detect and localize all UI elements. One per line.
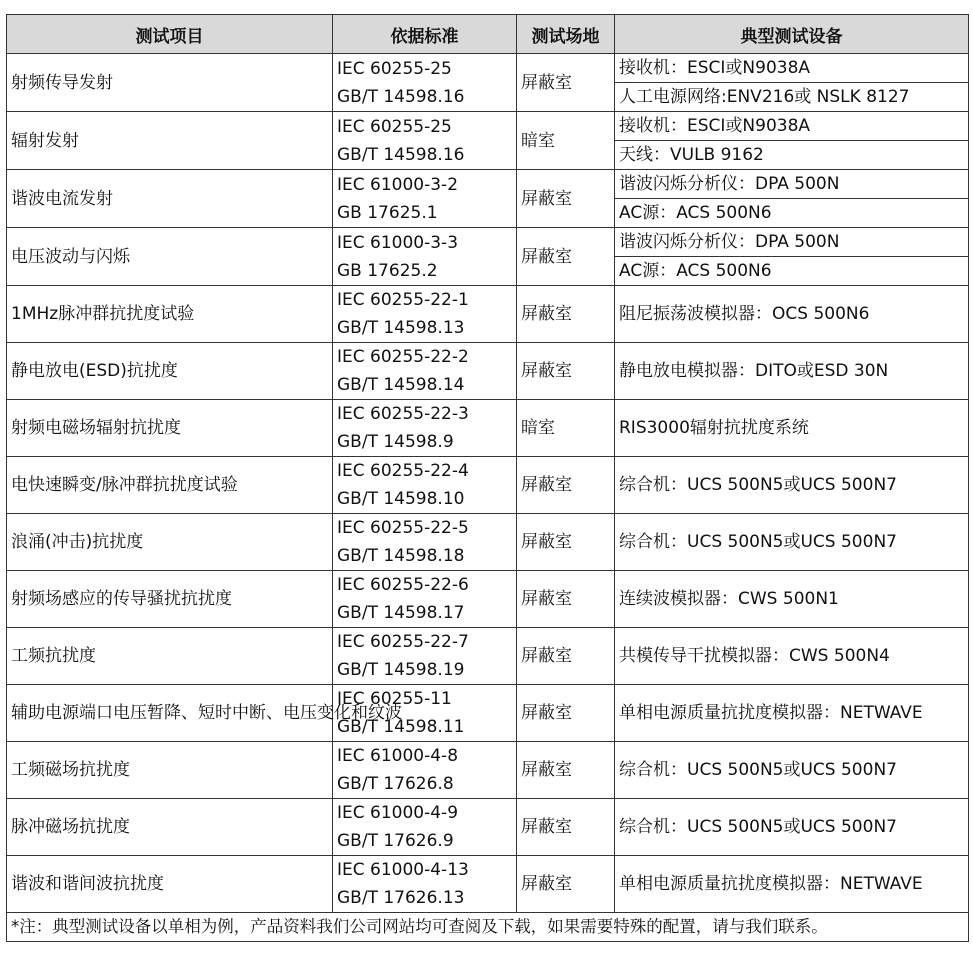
table-row [7,112,969,141]
site-cell: 屏蔽室 [517,514,615,571]
standard-gb: GB/T 14598.16 [337,86,465,107]
standard-cell [333,799,517,856]
site-cell: 屏蔽室 [517,856,615,913]
standard-gb: GB/T 14598.18 [337,546,465,566]
equipment-cell: 接收机：ESCI或N9038A [615,54,969,83]
standard-gb: GB/T 14598.13 [337,318,465,338]
equipment-cell: 连续波模拟器：CWS 500N1 [615,571,969,628]
test-item-cell: 工频抗扰度 [7,628,333,685]
equipment-cell: 综合机：UCS 500N5或UCS 500N7 [615,799,969,856]
standard-iec: IEC 60255-22-4 [337,461,469,481]
standard-gb: GB/T 14598.10 [337,489,465,509]
site-cell: 屏蔽室 [517,228,615,286]
equipment-cell: 谐波闪烁分析仪：DPA 500N [615,170,969,199]
table-row [7,685,969,742]
equipment-cell: 单相电源质量抗扰度模拟器：NETWAVE [615,685,969,742]
standard-cell [333,54,517,112]
equipment-cell: 共模传导干扰模拟器：CWS 500N4 [615,628,969,685]
equipment-cell: 接收机：ESCI或N9038A [615,112,969,141]
emc-test-table [6,14,969,942]
test-item-cell: 脉冲磁场抗扰度 [7,799,333,856]
site-cell: 暗室 [517,112,615,170]
standard-cell [333,170,517,228]
standard-iec: IEC 60255-25 [337,58,452,79]
standard-cell [333,400,517,457]
standard-iec: IEC 61000-3-2 [337,174,459,195]
test-item-cell: 辅助电源端口电压暂降、短时中断、电压变化和纹波 [7,685,333,742]
standard-iec: IEC 61000-4-8 [337,746,459,766]
standard-gb: GB/T 17626.8 [337,774,454,794]
standard-gb: GB 17625.1 [337,202,438,223]
test-item-cell: 浪涌(冲击)抗扰度 [7,514,333,571]
standard-gb: GB/T 14598.19 [337,660,465,680]
site-cell: 屏蔽室 [517,628,615,685]
equipment-cell: 综合机：UCS 500N5或UCS 500N7 [615,514,969,571]
standard-gb: GB/T 14598.14 [337,375,465,395]
test-item-cell: 谐波电流发射 [7,170,333,228]
standard-iec: IEC 61000-4-13 [337,860,469,880]
table-row [7,514,969,571]
test-item-cell: 辐射发射 [7,112,333,170]
standard-cell [333,856,517,913]
note-row [7,913,969,942]
table-row [7,799,969,856]
standard-iec: IEC 61000-3-3 [337,232,459,253]
equipment-cell: 单相电源质量抗扰度模拟器：NETWAVE [615,856,969,913]
test-item-cell: 静电放电(ESD)抗扰度 [7,343,333,400]
standard-cell [333,457,517,514]
standard-iec: IEC 60255-11 [337,689,452,709]
table-row [7,742,969,799]
site-cell: 屏蔽室 [517,170,615,228]
table-row [7,856,969,913]
standard-iec: IEC 61000-4-9 [337,803,459,823]
equipment-cell: AC源：ACS 500N6 [615,199,969,228]
standard-gb: GB/T 14598.17 [337,603,465,623]
header-standard: 依据标准 [333,15,517,54]
standard-cell [333,286,517,343]
site-cell: 屏蔽室 [517,799,615,856]
table-row [7,343,969,400]
header-test-item: 测试项目 [7,15,333,54]
standard-iec: IEC 60255-22-6 [337,575,469,595]
standard-iec: IEC 60255-22-1 [337,290,469,310]
table-row [7,457,969,514]
standard-gb: GB/T 17626.9 [337,831,454,851]
standard-gb: GB/T 17626.13 [337,888,465,908]
table-row [7,170,969,199]
standard-cell [333,742,517,799]
equipment-cell: AC源：ACS 500N6 [615,257,969,286]
equipment-cell: 综合机：UCS 500N5或UCS 500N7 [615,457,969,514]
equipment-cell: RIS3000辐射抗扰度系统 [615,400,969,457]
table-row [7,228,969,257]
standard-gb: GB/T 14598.9 [337,432,454,452]
table-header-row [7,15,969,54]
standard-cell [333,112,517,170]
table-row [7,400,969,457]
equipment-cell: 谐波闪烁分析仪：DPA 500N [615,228,969,257]
standard-cell [333,514,517,571]
equipment-cell: 阻尼振荡波模拟器：OCS 500N6 [615,286,969,343]
header-equipment: 典型测试设备 [615,15,969,54]
header-site: 测试场地 [517,15,615,54]
table-row [7,571,969,628]
standard-cell [333,343,517,400]
equipment-cell: 人工电源网络:ENV216或 NSLK 8127 [615,83,969,112]
site-cell: 屏蔽室 [517,343,615,400]
site-cell: 屏蔽室 [517,286,615,343]
standard-gb: GB 17625.2 [337,260,438,281]
footnote: *注：典型测试设备以单相为例，产品资料我们公司网站均可查阅及下载，如果需要特殊的配置，请与我们联系。 [7,913,969,942]
standard-cell [333,685,517,742]
test-item-cell: 工频磁场抗扰度 [7,742,333,799]
test-item-cell: 射频场感应的传导骚扰抗扰度 [7,571,333,628]
test-item-cell: 射频电磁场辐射抗扰度 [7,400,333,457]
standard-gb: GB/T 14598.16 [337,144,465,165]
standard-iec: IEC 60255-22-7 [337,632,469,652]
site-cell: 屏蔽室 [517,571,615,628]
site-cell: 暗室 [517,400,615,457]
equipment-cell: 综合机：UCS 500N5或UCS 500N7 [615,742,969,799]
site-cell: 屏蔽室 [517,685,615,742]
standard-iec: IEC 60255-22-3 [337,404,469,424]
test-item-cell: 射频传导发射 [7,54,333,112]
standard-cell [333,571,517,628]
test-item-cell: 谐波和谐间波抗扰度 [7,856,333,913]
test-table-container [6,14,968,942]
site-cell: 屏蔽室 [517,742,615,799]
table-row [7,628,969,685]
standard-iec: IEC 60255-22-5 [337,518,469,538]
test-item-cell: 1MHz脉冲群抗扰度试验 [7,286,333,343]
test-item-cell: 电压波动与闪烁 [7,228,333,286]
table-row [7,54,969,83]
site-cell: 屏蔽室 [517,54,615,112]
equipment-cell: 天线：VULB 9162 [615,141,969,170]
standard-gb: GB/T 14598.11 [337,717,465,737]
site-cell: 屏蔽室 [517,457,615,514]
standard-cell [333,228,517,286]
standard-iec: IEC 60255-25 [337,116,452,137]
standard-iec: IEC 60255-22-2 [337,347,469,367]
test-item-cell: 电快速瞬变/脉冲群抗扰度试验 [7,457,333,514]
standard-cell [333,628,517,685]
table-row [7,286,969,343]
equipment-cell: 静电放电模拟器：DITO或ESD 30N [615,343,969,400]
